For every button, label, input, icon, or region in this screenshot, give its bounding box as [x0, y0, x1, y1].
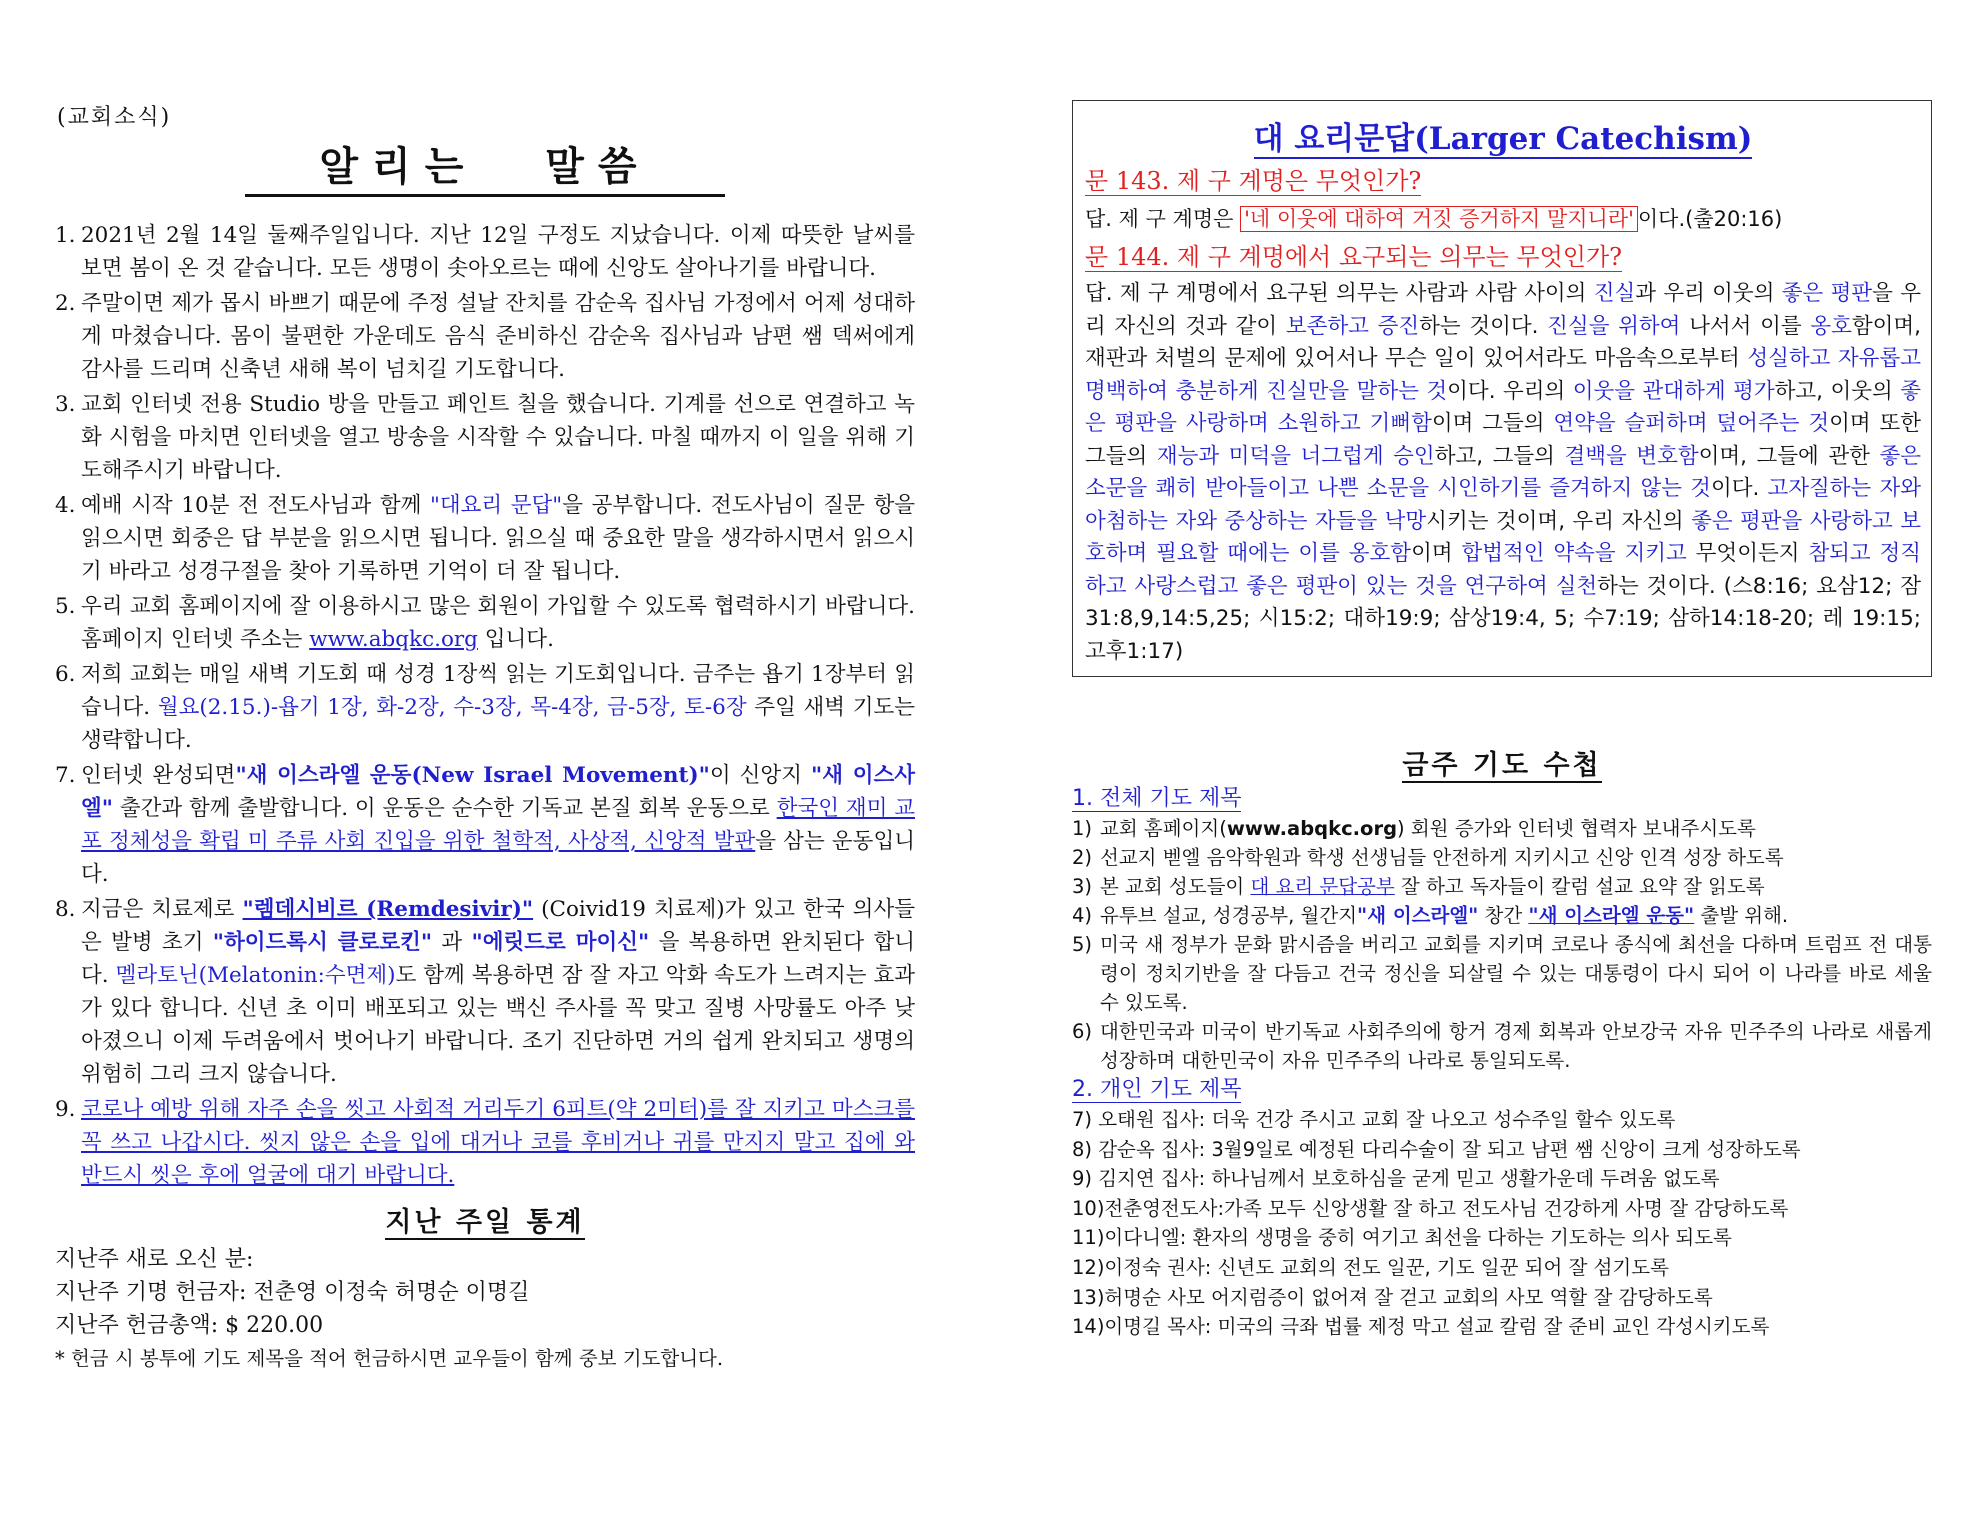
- reading-schedule: 월요(2.15.)-욥기 1장, 화-2장, 수-3장, 목-4장, 금-5장, 토-6장: [157, 695, 747, 720]
- commandment-quote: '네 이웃에 대하여 거짓 증거하지 말지니라': [1240, 206, 1638, 232]
- answer-text: 이다. 우리의: [1447, 378, 1573, 404]
- highlight-text: 대 요리 문답공부: [1250, 875, 1395, 898]
- answer-text: 과 우리 이웃의: [1635, 281, 1782, 306]
- emphasis-text: 보존하고 증진: [1285, 313, 1420, 339]
- emphasis-text: 참되고 정직하고 사랑스럽고 좋은 평판이 있는 것을 연구하여 실천: [1085, 541, 1922, 599]
- answer-text: 시키는 것이며, 우리 자신의: [1426, 508, 1692, 534]
- catechism-answer: [1085, 278, 1921, 668]
- notice-item: 4. 예배 시작 10분 전 전도사님과 함께 "대요리 문답"을 공부합니다. 전도사님이 질문 항을 읽으시면 회중은 답 부분을 읽으시면 됩니다. 읽으실 때 중요한 말을 생각하시면서 읽으시기 바라고 성경구절을 찾아 기록하면 기억이 더 잘 됩니다.: [55, 493, 915, 584]
- highlight-text: "에릿드로 마이신": [471, 930, 650, 955]
- answer-text: 이며 그들의: [1431, 411, 1554, 436]
- answer-text: 이며: [1411, 541, 1462, 566]
- emphasis-text: 결백을 변호함: [1564, 443, 1699, 469]
- personal-prayer-item: 7) 오태원 집사: 더욱 건강 주시고 교회 잘 나오고 성수주일 할수 있도록: [1072, 1108, 1676, 1131]
- answer-text: 나서서 이를: [1680, 313, 1811, 339]
- emphasis-text: 좋은 평판: [1781, 281, 1873, 306]
- notice-item: 7. 인터넷 완성되면"새 이스라엘 운동(New Israel Movement)"이 신앙지 "새 이스사엘" 출간과 함께 출발합니다. 이 운동은 순수한 기독교 본질 회복 운동으로 한국인 재미 교포 정체성을 확립 미 주류 사회 진입을 위한 철학적, 사상적, 신앙적 발판을 삼는 운동입니다.: [55, 763, 916, 887]
- answer-text: 하는 것이다. (스8:16; 요삼12; 잠31:8,9,14:5,25; 시15:2; 대하19:9; 삼상19:4, 5; 수7:19; 삼하14:18-20; 레 19:15; 고후1:17): [1085, 573, 1922, 664]
- personal-prayer-item: 10)전춘영전도사:가족 모두 신앙생활 잘 하고 전도사님 건강하게 사명 잘 감당하도록: [1072, 1196, 1789, 1220]
- highlight-text: "새 이스라엘": [1357, 904, 1479, 927]
- notice-item: 3. 교회 인터넷 전용 Studio 방을 만들고 페인트 칠을 했습니다. 기계를 선으로 연결하고 녹화 시험을 마치면 인터넷을 열고 방송을 시작할 수 있습니다. 마칠 때까지 이 일을 위해 기도해주시기 바랍니다.: [55, 392, 915, 483]
- answer-text: 이며, 그들에 관한: [1698, 443, 1880, 469]
- emphasis-text: 재능과 미덕을 너그럽게 승인: [1156, 443, 1435, 469]
- stats-title: 지난 주일 통계: [385, 1207, 585, 1238]
- answer-text: 이며 또한 그들의: [1085, 411, 1921, 469]
- prayer-item: 3) 본 교회 성도들이 대 요리 문답공부 잘 하고 독자들이 칼럼 설교 요약 잘 읽도록: [1072, 875, 1765, 898]
- stat-total: 지난주 헌금총액: $ 220.00: [55, 1313, 324, 1338]
- answer-text: 무엇이든지: [1686, 541, 1809, 566]
- homepage-link[interactable]: www.abqkc.org: [309, 627, 478, 652]
- personal-prayer-item: 13)허명순 사모 어지럼증이 없어져 잘 걷고 교회의 사모 역할 잘 감당하도록: [1072, 1285, 1713, 1309]
- notice-item: 8. 지금은 치료제로 "렘데시비르 (Remdesivir)" (Coivid19 치료제)가 있고 한국 의사들은 발병 초기 "하이드록시 클로로킨" 과 "에릿드로 마이신" 을 복용하면 완치된다 합니다. 멜라토닌(Melatonin:수면제)도 함께 복용하면 잠 잘 자고 악화 속도가 느려지는 효과가 있다 합니다. 신년 초 이미 배포되고 있는 백신 주사를 꼭 맞고 질병 사망률도 아주 낮아졌으니 이제 두려움에서 벗어나기 바랍니다. 조기 진단하면 거의 쉽게 완치되고 생명의 위험히 그리 크지 않습니다.: [55, 897, 915, 1087]
- notice-item: 5. 우리 교회 홈페이지에 잘 이용하시고 많은 회원이 가입할 수 있도록 협력하시기 바랍니다. 홈페이지 인터넷 주소는 www.abqkc.org 입니다.: [55, 594, 915, 652]
- catechism-answer: 답. 제 구 계명은 '네 이웃에 대하여 거짓 증거하지 말지니라' 이다.(출20:16): [1085, 207, 1783, 231]
- prayer-title: 금주 기도 수첩: [1402, 750, 1602, 781]
- answer-text: 하고, 그들의: [1434, 443, 1565, 469]
- highlight-text: "새 이스사엘": [81, 763, 916, 821]
- emphasis-text: 진실을 위하여: [1547, 313, 1681, 339]
- answer-text: 답. 제 구 계명에서 요구된 의무는 사람과 사람 사이의: [1085, 281, 1594, 306]
- prayer-item: 4) 유투브 설교, 성경공부, 월간지"새 이스라엘" 창간 "새 이스라엘 운동" 출발 위해.: [1072, 904, 1789, 927]
- catechism-question: 문 144. 제 구 계명에서 요구되는 의무는 무엇인가?: [1085, 243, 1623, 271]
- highlight-text: "새 이스라엘 운동": [1528, 904, 1695, 927]
- announcements-column: [55, 100, 915, 1374]
- page-title: 알리는 말씀: [245, 135, 725, 197]
- stat-note: * 헌금 시 봉투에 기도 제목을 적어 헌금하시면 교우들이 함께 중보 기도합니다.: [55, 1347, 724, 1370]
- personal-prayer-item: 11)이다니엘: 환자의 생명을 중히 여기고 최선을 다하는 기도하는 의사 되도록: [1072, 1226, 1732, 1250]
- highlight-text: "새 이스라엘 운동(New Israel Movement)": [235, 763, 710, 788]
- section-tag: (교회소식): [57, 105, 172, 130]
- highlight-text: 한국인 재미 교포 정체성을 확립 미 주류 사회 진입을 위한 철학적, 사상적, 신앙적 발판: [81, 796, 915, 854]
- emphasis-text: 좋은 평판을 사랑하고 보호하며 필요할 때에는 이를 옹호함: [1085, 508, 1922, 566]
- section-heading: 2. 개인 기도 제목: [1072, 1077, 1242, 1102]
- personal-prayer-item: 14)이명길 목사: 미국의 극좌 법률 제정 막고 설교 칼럼 잘 준비 교인 각성시키도록: [1072, 1315, 1770, 1339]
- stat-donors: 지난주 기명 헌금자: 전춘영 이정숙 허명순 이명길: [55, 1280, 530, 1305]
- emphasis-text: 연약을 슬퍼하며 덮어주는 것: [1553, 411, 1830, 436]
- highlight-text: 멜라토닌(Melatonin:수면제): [115, 963, 396, 988]
- emphasis-text: 이웃을 관대하게 평가: [1572, 378, 1775, 404]
- answer-text: 을 우리 자신의 것과 같이: [1085, 281, 1922, 339]
- prayer-item: 6) 대한민국과 미국이 반기독교 사회주의에 항거 경제 회복과 안보강국 자유 민주주의 나라로 새롭게 성장하며 대한민국이 자유 민주주의 나라로 통일되도록.: [1072, 1020, 1932, 1072]
- personal-prayer-item: 12)이정숙 권사: 신년도 교회의 전도 일꾼, 기도 일꾼 되어 잘 섬기도록: [1072, 1255, 1669, 1279]
- catechism-question: 문 143. 제 구 계명은 무엇인가?: [1085, 167, 1422, 195]
- notice-item: 1. 2021년 2월 14일 둘째주일입니다. 지난 12일 구정도 지났습니다. 이제 따뜻한 날씨를 보면 봄이 온 것 같습니다. 모든 생명이 솟아오르는 때에 신앙도 살아나기를 바랍니다.: [55, 223, 915, 281]
- notice-item: 9. 코로나 예방 위해 자주 손을 씻고 사회적 거리두기 6피트(약 2미터)를 잘 지키고 마스크를 꼭 쓰고 나갑시다. 씻지 않은 손을 입에 대거나 코를 후비거나 귀를 만지지 말고 집에 와 반드시 씻은 후에 얼굴에 대기 바랍니다.: [55, 1093, 915, 1192]
- answer-text: 함이며, 재판과 처벌의 문제에 있어서나 무슨 일이 있어서라도 마음속으로부터: [1085, 313, 1922, 371]
- answer-text: 이다.: [1710, 476, 1768, 501]
- prayer-item: 1) 교회 홈페이지(www.abqkc.org) 회원 증가와 인터넷 협력자 보내주시도록: [1072, 817, 1756, 840]
- right-column: [1072, 100, 1932, 1342]
- answer-text: 하고, 이웃의: [1774, 378, 1901, 404]
- section-heading: 1. 전체 기도 제목: [1072, 786, 1242, 811]
- answer-text: 하는 것이다.: [1419, 313, 1548, 339]
- highlight-text: 코로나 예방 위해 자주 손을 씻고 사회적 거리두기 6피트(약 2미터)를 잘 지키고 마스크를 꼭 쓰고 나갑시다. 씻지 않은 손을 입에 대거나 코를 후비거나 귀를 만지지 말고 집에 와 반드시 씻은 후에 얼굴에 대기 바랍니다.: [81, 1097, 915, 1188]
- emphasis-text: 합법적인 약속을 지키고: [1461, 541, 1687, 566]
- catechism-title: 대 요리문답(Larger Catechism): [1253, 121, 1753, 157]
- notice-item: 6. 저희 교회는 매일 새벽 기도회 때 성경 1장씩 읽는 기도회입니다. 금주는 욥기 1장부터 읽습니다. 월요(2.15.)-욥기 1장, 화-2장, 수-3장, 목-4장, 금-5장, 토-6장 주일 새벽 기도는 생략합니다.: [55, 662, 916, 753]
- emphasis-text: 좋은 소문을 쾌히 받아들이고 나쁜 소문을 시인하기를 즐겨하지 않는 것: [1085, 443, 1921, 501]
- notice-item: 2. 주말이면 제가 몹시 바쁘기 때문에 주정 설날 잔치를 감순옥 집사님 가정에서 어제 성대하게 마쳤습니다. 몸이 불편한 가운데도 음식 준비하신 감순옥 집사님과 남편 쌤 덱써에게 감사를 드리며 신축년 새해 복이 넘치길 기도합니다.: [55, 291, 915, 382]
- emphasis-text: 진실: [1593, 281, 1636, 306]
- prayer-item: 5) 미국 새 정부가 문화 맑시즘을 버리고 교회를 지키며 코로나 종식에 최선을 다하며 트럼프 전 대통령이 정치기반을 잘 다듬고 건국 정신을 되살릴 수 있는 대통령이 다시 되어 이 나라를 바로 세울 수 있도록.: [1072, 933, 1932, 1014]
- homepage-link[interactable]: www.abqkc.org: [1226, 817, 1398, 840]
- stat-new-visitors: 지난주 새로 오신 분:: [55, 1247, 254, 1272]
- highlight-text: "대요리 문답": [429, 493, 563, 518]
- highlight-text: "하이드록시 클로로킨": [212, 930, 433, 955]
- emphasis-text: 성실하고 자유롭고 명백하여 충분하게 진실만을 말하는 것: [1085, 346, 1921, 404]
- catechism-box: [1072, 100, 1932, 677]
- personal-prayer-item: 8) 감순옥 집사: 3월9일로 예정된 다리수술이 잘 되고 남편 쌤 신앙이 크게 성장하도록: [1072, 1137, 1801, 1161]
- emphasis-text: 좋은 평판을 사랑하며 소원하고 기뻐함: [1085, 378, 1921, 436]
- personal-prayer-item: 9) 김지연 집사: 하나님께서 보호하심을 굳게 믿고 생활가운데 두려움 없도록: [1072, 1167, 1720, 1191]
- prayer-item: 2) 선교지 벧엘 음악학원과 학생 선생님들 안전하게 지키시고 신앙 인격 성장 하도록: [1072, 846, 1784, 869]
- highlight-text: "렘데시비르 (Remdesivir)": [242, 897, 534, 922]
- emphasis-text: 고자질하는 자와 아첨하는 자와 중상하는 자들을 낙망: [1085, 476, 1921, 534]
- emphasis-text: 옹호: [1810, 313, 1852, 339]
